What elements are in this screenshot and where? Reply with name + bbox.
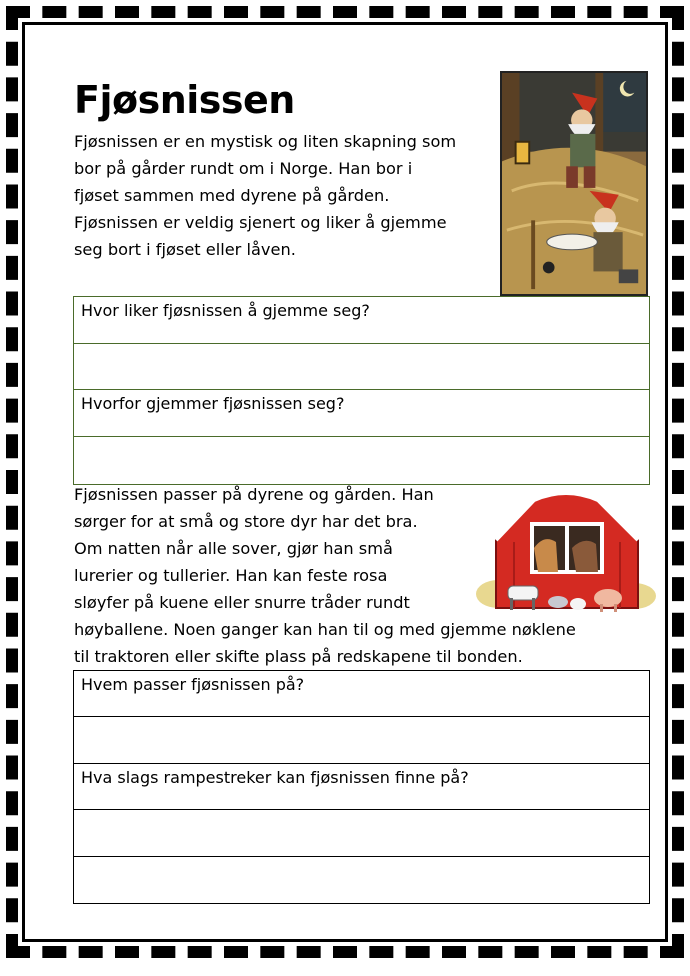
question-row: Hva slags rampestreker kan fjøsnissen finne på? [74, 764, 649, 810]
question-row: Hvorfor gjemmer fjøsnissen seg? [74, 390, 649, 437]
second-line: høyballene. Noen ganger kan han til og med gjemme nøklene [74, 620, 576, 639]
second-line: lurerier og tullerier. Han kan feste rosa [74, 566, 388, 585]
second-line: Fjøsnissen passer på dyrene og gården. Han [74, 485, 434, 504]
second-line: sørger for at små og store dyr har det bra. [74, 512, 418, 531]
answer-line[interactable] [74, 437, 649, 484]
question-table-1 [73, 296, 650, 485]
intro-line: Fjøsnissen er veldig sjenert og liker å gjemme [74, 213, 447, 232]
question-row: Hvem passer fjøsnissen på? [74, 671, 649, 717]
page-title: Fjøsnissen [74, 78, 295, 122]
intro-line: Fjøsnissen er en mystisk og liten skapning som [74, 132, 457, 151]
answer-line[interactable] [74, 717, 649, 763]
answer-line[interactable] [74, 344, 649, 391]
question-table-2 [73, 670, 650, 904]
intro-paragraph [74, 128, 456, 263]
second-line: Om natten når alle sover, gjør han små [74, 539, 393, 558]
answer-line[interactable] [74, 857, 649, 903]
question-row: Hvor liker fjøsnissen å gjemme seg? [74, 297, 649, 344]
second-line: til traktoren eller skifte plass på redskapene til bonden. [74, 647, 523, 666]
second-line: sløyfer på kuene eller snurre tråder rundt [74, 593, 410, 612]
intro-line: seg bort i fjøset eller låven. [74, 240, 296, 259]
intro-line: bor på gårder rundt om i Norge. Han bor i [74, 159, 413, 178]
intro-line: fjøset sammen med dyrene på gården. [74, 186, 390, 205]
gnome-illustration [500, 71, 648, 296]
barn-illustration [474, 486, 658, 618]
answer-line[interactable] [74, 810, 649, 856]
